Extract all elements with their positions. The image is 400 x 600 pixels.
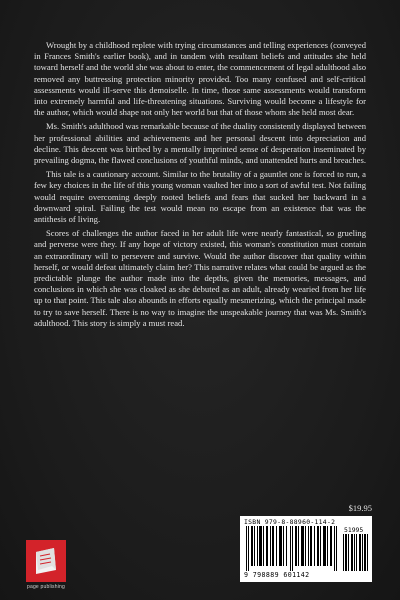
- isbn-label: ISBN 979-8-88960-114-2: [244, 518, 336, 526]
- isbn-barcode: [240, 516, 372, 582]
- addon-bars-icon: [343, 534, 369, 571]
- barcode-digits: 9 798889 601142: [244, 571, 310, 579]
- blurb-paragraph: Scores of challenges the author faced in her adult life were nearly fantastical, so grueling and perverse were they. If any hope of victory existed, this woman's constitution must contain an extraordinary will to persevere and survive. Would the author discover that quality within herself, or would defeat ultimately claim her? This narrative relates what could be argued as the predictable plunge the author made into the depths, given the memories, messages, and conclusions in which she was cloaked as she debuted as an adult, already wearied from her life up to that point. This tale also abounds in efforts equally mesmerizing, which the principal made to try to save herself. There is no way to imagine the unspeakable journey that was Ms. Smith's adulthood. This story is simply a must read.: [34, 228, 366, 328]
- blurb-paragraph: Wrought by a childhood replete with trying circumstances and telling experiences (conveyed in Frances Smith's earlier book), and in tandem with resultant beliefs and attitudes she held toward herself and the world she was about to enter, the commencement of legal adulthood also removed any buttressing protection minority provided. Too many confused and self-critical assessments would ill-serve this demoiselle. In time, those same assessments would transform into extremely harmful and life-threatening situations. Surviving would become a lifestyle for the author, which would shape not only her world but that of those whom she held most dear.: [34, 40, 366, 118]
- price-label: $19.95: [348, 503, 372, 513]
- blurb-paragraph: This tale is a cautionary account. Similar to the brutality of a gauntlet one is forced to run, a few key choices in the life of this young woman vaulted her into a sort of awful test. Not failing would require overcoming deeply rooted beliefs and fears that sucked her backward in a downward spiral. Failing the test would mean no escape from an existence that was the antithesis of living.: [34, 169, 366, 225]
- addon-price-code: 51995: [344, 526, 364, 534]
- blurb-paragraph: Ms. Smith's adulthood was remarkable because of the duality consistently displayed between her professional abilities and achievements and her personal descent into depreciation and decline. This descent was birthed by a mentally imprinted sense of desperation inseminated by prevailing dogma, the flawed conclusions of youthful minds, and unattended hurts and breaches.: [34, 121, 366, 166]
- barcode-bars-icon: [246, 526, 340, 571]
- publisher-name: page publishing: [26, 584, 66, 590]
- blurb-text: [34, 40, 366, 332]
- page-publishing-logo-icon: [26, 540, 66, 582]
